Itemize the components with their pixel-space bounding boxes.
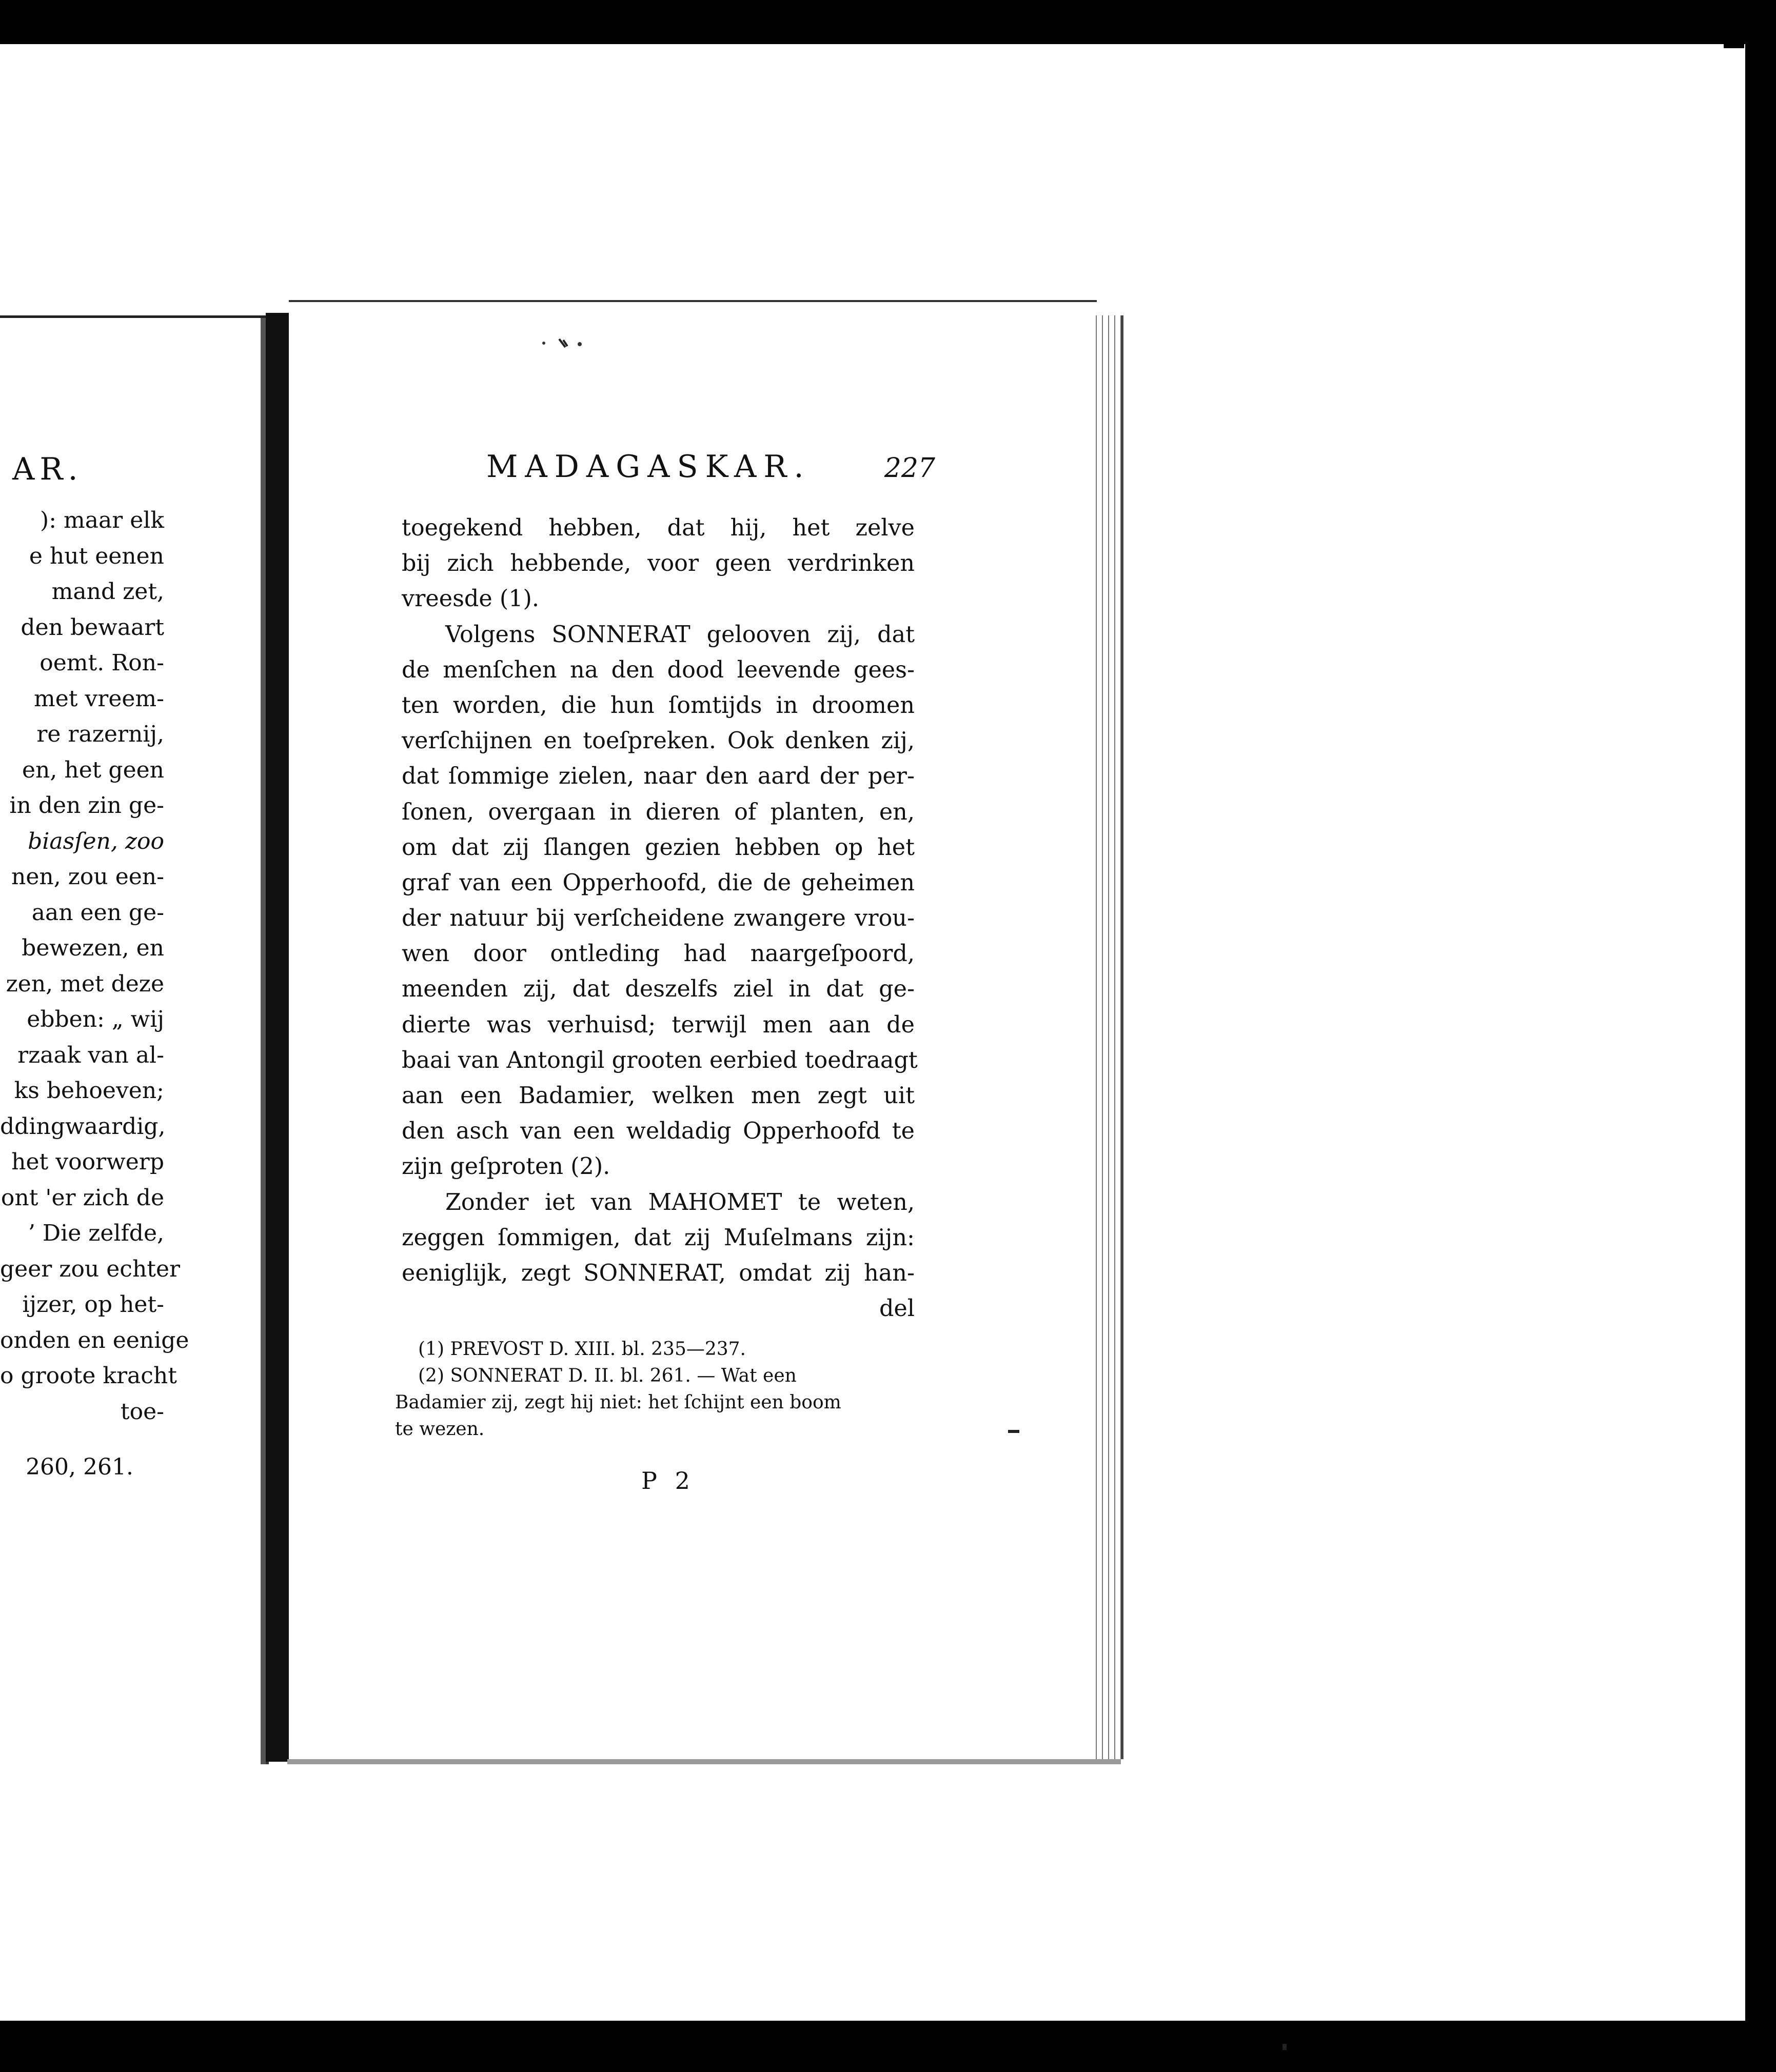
text-line: dierte was verhuisd; terwijl men aan de [402,1011,915,1038]
book-gutter [266,313,289,1762]
page-bottom-edge [287,1759,1121,1764]
left-text-line: ijzer, op het- [22,1291,164,1318]
left-text-line: met vreem- [34,685,164,712]
text-line: de menſchen na den dood leevende gees- [402,656,915,683]
left-text-line: den bewaart [21,614,164,641]
left-text-line: oemt. Ron- [40,650,164,676]
text-line: ten worden, die hun ſomtijds in droomen [402,692,915,719]
ornament-mark [539,336,595,351]
text-line: meenden zij, dat deszelfs ziel in dat ge- [402,976,915,1003]
text-line: om dat zij ſlangen gezien hebben op het [402,834,915,861]
body-text [402,510,918,1326]
left-text-line: nen, zou een- [11,864,164,890]
text-line: dat ſommige zielen, naar den aard der per- [402,763,915,790]
page-header [486,449,935,495]
text-line: wen door ontleding had naargeſpoord, [402,941,915,967]
footnotes [395,1336,908,1443]
scan-border-notch [1724,40,1744,48]
left-text-line: o groote kracht [0,1363,177,1389]
signature-mark: P 2 [641,1467,695,1495]
text-line: aan een Badamier, welken men zegt uit [402,1083,915,1109]
scan-speck [1008,1430,1019,1433]
left-footnote-fragment: 260, 261. [26,1454,133,1480]
left-text-line: e hut eenen [29,543,164,569]
left-running-head: AR. [12,451,83,487]
text-line: zijn geſproten (2). [402,1153,610,1180]
left-text-line: ks behoeven; [14,1078,164,1104]
left-text-line: ’ Die zelfde, [28,1220,164,1246]
left-text-line: biasſen, zoo [28,828,164,854]
text-line: ſonen, overgaan in dieren of planten, en, [402,799,915,825]
text-line: Zonder iet van MAHOMET te weten, [445,1189,915,1216]
scan-border-right [1745,0,1776,2072]
text-line: toegekend hebben, dat hij, het zelve [402,515,915,541]
text-line: eeniglijk, zegt SONNERAT, omdat zij han- [402,1260,915,1286]
text-line: der natuur bij verſcheidene zwangere vrou- [402,905,915,932]
text-line: verſchijnen en toeſpreken. Ook denken zij, [402,728,915,754]
left-text-line: het voorwerp [11,1149,164,1175]
left-text-line: in den zin ge- [9,792,164,819]
page-edges [1093,315,1123,1759]
left-page-spine-shadow [261,318,266,1764]
left-text-line: mand zet, [51,579,164,605]
left-text-line: re razernij, [36,721,164,747]
left-text-line: rzaak van al- [17,1042,164,1068]
left-page [0,315,269,1764]
catchword: del [879,1296,915,1322]
text-line: zeggen ſommigen, dat zij Muſelmans zijn: [402,1224,915,1251]
footnote-2-continued: te wezen. [395,1419,485,1440]
scan-border-top [0,0,1776,44]
left-text-line: ebben: „ wij [27,1006,164,1032]
text-line: bij zich hebbende, voor geen verdrinken [402,550,915,577]
running-head: MADAGASKAR. [486,449,811,485]
left-text-line: bewezen, en [22,935,164,961]
left-page-text [0,503,189,1429]
footnote-2: (2) SONNERAT D. II. bl. 261. — Wat een [418,1365,797,1386]
text-line: vreesde (1). [402,586,540,612]
left-text-line: geer zou echter [0,1256,181,1282]
left-text-line: en, het geen [22,756,164,783]
left-text-line: onden en eenige [0,1327,189,1353]
scan-border-bottom [0,2021,1776,2072]
left-text-line: ddingwaardig, [0,1113,166,1140]
text-line: baai van Antongil grooten eerbied toedraagt [402,1047,918,1073]
left-text-line: ont 'er zich de [1,1184,164,1211]
left-text-line: toe- [120,1398,164,1425]
footnote-2-continued: Badamier zij, zegt hij niet: het ſchijnt een boom [395,1392,841,1413]
footnote-1: (1) PREVOST D. XIII. bl. 235—237. [418,1339,746,1360]
left-text-line: aan een ge- [31,899,164,926]
scan-speck [1282,2044,1287,2050]
text-line: den asch van een weldadig Opperhoofd te [402,1118,915,1145]
text-line: graf van een Opperhoofd, die de geheimen [402,869,915,896]
text-line: Volgens SONNERAT gelooven zij, dat [445,621,915,648]
page-number: 227 [884,453,935,484]
left-text-line: zen, met deze [6,970,164,997]
left-text-line: ): maar elk [40,507,164,533]
